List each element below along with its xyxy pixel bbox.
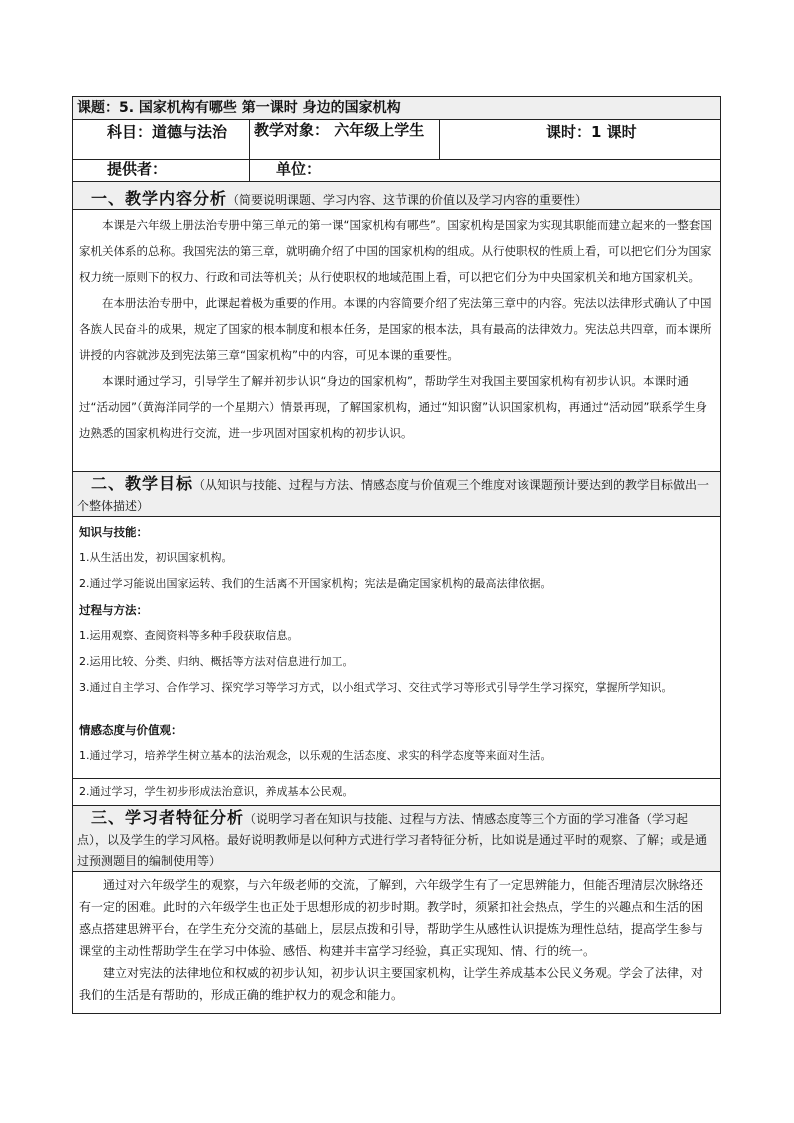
spacer — [79, 701, 714, 717]
objective-item: 2.通过学习，学生初步形成法治意识，养成基本公民观。 — [79, 785, 354, 798]
content-paragraph: 在本册法治专册中，此课起着极为重要的作用。本课的内容简要介绍了宪法第三章中的内容。宪法以法律形式确认了中国各族人民奋斗的成果，规定了国家的根本制度和根本任务，是国家的根本法，具有最高的法律效力。宪法总共四章，而本课所讲授的内容就涉及到宪法第三章“国家机构”中的内容，可见本课的重要性。 — [79, 296, 712, 362]
objective-item: 2.通过学习能说出国家运转、我们的生活离不开国家机构；宪法是确定国家机构的最高法律依据。 — [79, 577, 552, 590]
section3-title: 三、学习者特征分析 — [91, 808, 245, 827]
content-paragraph: 本课时通过学习，引导学生了解并初步认识“身边的国家机构”，帮助学生对我国主要国家机构有初步认识。本课时通过“活动园”（黄海洋同学的一个星期六）情景再现，了解国家机构，通过“知识窗”认识国家机构，再通过“活动园”联系学生身边熟悉的国家机构进行交流，进一步巩固对国家机构的初步认识。 — [79, 374, 707, 440]
hours-cell: 课时：1 课时 — [440, 120, 721, 160]
objective-item: 3.通过自主学习、合作学习、探究学习等学习方式，以小组式学习、交往式学习等形式引导学生学习探究，掌握所学知识。 — [79, 681, 673, 694]
section3-note: （说明学习者在知识与技能、过程与方法、情感态度等三个方面的学习准备（学习起点），以及学生的学习风格。最好说明教师是以何种方式进行学习者特征分析，比如说是通过平时的观察、了解；或是通过预测题目的编制使用等） — [77, 812, 708, 868]
provider-cell: 提供者： — [73, 160, 250, 182]
objective-item: 1.运用观察、查阅资料等多种手段获取信息。 — [79, 629, 299, 642]
objective-item: 2.运用比较、分类、归纳、概括等方法对信息进行加工。 — [79, 655, 354, 668]
unit-cell: 单位： — [250, 160, 721, 182]
audience-cell: 教学对象： 六年级上学生 — [250, 120, 440, 160]
learner-paragraph: 建立对宪法的法律地位和权威的初步认知，初步认识主要国家机构，让学生养成基本公民义务观。学会了法律，对我们的生活是有帮助的，形成正确的维护权力的观念和能力。 — [79, 966, 704, 1002]
section3-body — [73, 872, 721, 1014]
learner-paragraph: 通过对六年级学生的观察，与六年级老师的交流，了解到，六年级学生有了一定思辨能力，但能否理清层次脉络还有一定的困难。此时的六年级学生也正处于思想形成的初步时期。教学时，须紧扣社会热点，学生的兴趣点和生活的困惑点搭建思辨平台，在学生充分交流的基础上，层层点拨和引导，帮助学生从感性认识提炼为理性总结，提高学生参与课堂的主动性帮助学生在学习中体验、感悟、构建并丰富学习经验，真正实现知、情、行的统一。 — [79, 878, 704, 958]
section1-title: 一、教学内容分析 — [91, 189, 228, 208]
emotion-heading: 情感态度与价值观： — [79, 723, 183, 737]
section3-header — [73, 806, 721, 872]
content-paragraph: 本课是六年级上册法治专册中第三单元的第一课“国家机构有哪些”。国家机构是国家为实现其职能而建立起来的一整套国家机关体系的总称。我国宪法的第三章，就明确介绍了中国的国家机构的组成。从行使职权的性质上看，可以把它们分为国家权力统一原则下的权力、行政和司法等机关；从行使职权的地域范围上看，可以把它们分为中央国家机关和地方国家机关。 — [79, 218, 712, 284]
objective-item: 1.从生活出发，初识国家机构。 — [79, 551, 233, 564]
subject-cell: 科目：道德与法治 — [73, 120, 250, 160]
section2-body — [73, 517, 721, 779]
section2-title: 二、教学目标 — [91, 474, 194, 493]
lesson-plan — [72, 96, 720, 1014]
section2-last-row — [73, 779, 721, 806]
objective-item: 1.通过学习，培养学生树立基本的法治观念，以乐观的生活态度、求实的科学态度等来面对生活。 — [79, 749, 552, 762]
section1-header — [73, 182, 721, 210]
lesson-title: 课题：5. 国家机构有哪些 第一课时 身边的国家机构 — [73, 97, 721, 120]
process-heading: 过程与方法： — [79, 603, 148, 617]
lesson-plan-table — [72, 96, 721, 1014]
section1-note: （简要说明课题、学习内容、这节课的价值以及学习内容的重要性） — [227, 193, 588, 207]
knowledge-heading: 知识与技能： — [79, 525, 148, 539]
section2-note: （从知识与技能、过程与方法、情感态度与价值观三个维度对该课题预计要达到的教学目标做出一个整体描述） — [77, 478, 710, 513]
section1-body — [73, 210, 721, 472]
section2-header — [73, 472, 721, 517]
